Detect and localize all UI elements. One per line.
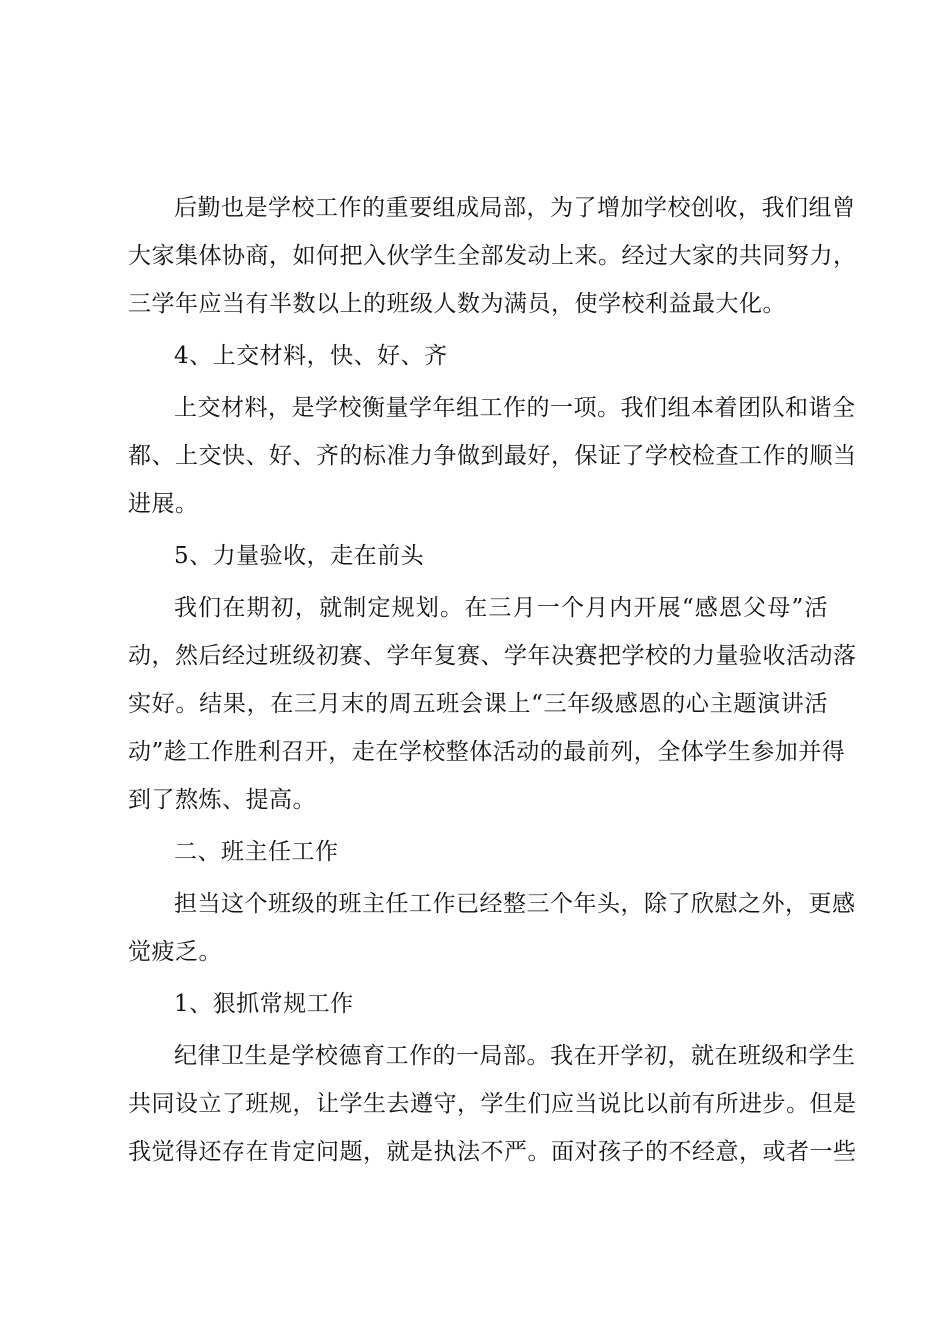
paragraph-line: 大家集体协商，如何把入伙学生全部发动上来。经过大家的共同努力，: [128, 243, 857, 269]
section-heading: 5、力量验收，走在前头: [174, 543, 425, 569]
paragraph-line: 纪律卫生是学校德育工作的一局部。我在开学初，就在班级和学生: [174, 1043, 856, 1069]
paragraph-line: 实好。结果，在三月末的周五班会课上“三年级感恩的心主题演讲活: [128, 691, 828, 717]
paragraph-line: 进展。: [128, 491, 199, 517]
paragraph-line: 我们在期初，就制定规划。在三月一个月内开展“感恩父母”活: [174, 595, 828, 621]
paragraph-line: 都、上交快、好、齐的标准力争做到最好，保证了学校检查工作的顺当: [128, 443, 857, 469]
paragraph-line: 到了熬炼、提高。: [128, 787, 316, 813]
section-heading: 4、上交材料，快、好、齐: [174, 343, 448, 369]
section-heading: 1、狠抓常规工作: [174, 991, 354, 1017]
paragraph-line: 后勤也是学校工作的重要组成局部，为了增加学校创收，我们组曾: [174, 195, 856, 221]
paragraph-line: 担当这个班级的班主任工作已经整三个年头，除了欣慰之外，更感: [174, 891, 856, 917]
paragraph-line: 动，然后经过班级初赛、学年复赛、学年决赛把学校的力量验收活动落: [128, 643, 857, 669]
paragraph-line: 上交材料，是学校衡量学年组工作的一项。我们组本着团队和谐全: [174, 395, 856, 421]
paragraph-line: 共同设立了班规，让学生去遵守，学生们应当说比以前有所进步。但是: [128, 1091, 857, 1117]
paragraph-line: 我觉得还存在肯定问题，就是执法不严。面对孩子的不经意，或者一些: [128, 1139, 857, 1165]
paragraph-line: 动”趁工作胜利召开，走在学校整体活动的最前列，全体学生参加并得: [128, 739, 846, 765]
section-heading: 二、班主任工作: [174, 839, 339, 865]
paragraph-line: 三学年应当有半数以上的班级人数为满员，使学校利益最大化。: [128, 291, 786, 317]
paragraph-line: 觉疲乏。: [128, 939, 222, 965]
